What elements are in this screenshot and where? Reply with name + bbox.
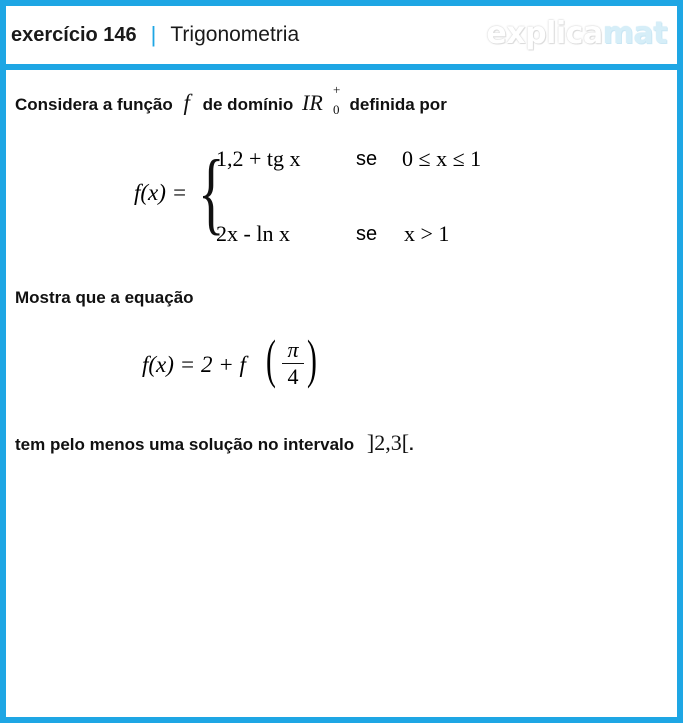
- statement-line: [15, 82, 447, 117]
- exercise-content: [6, 70, 677, 717]
- equation-fraction: [282, 338, 304, 389]
- exercise-number: exercício 146: [11, 23, 137, 46]
- task-line: Mostra que a equação: [15, 288, 194, 307]
- logo-part-mat: mat: [602, 16, 667, 51]
- statement-defined-by: definida por: [349, 95, 447, 114]
- domain-main: IR: [302, 90, 323, 115]
- piecewise-case-2-expression: 2x - ln x: [216, 221, 290, 246]
- piecewise-case-1-condition: 0 ≤ x ≤ 1: [402, 146, 482, 171]
- fraction-denominator: 4: [287, 364, 299, 389]
- piecewise-definition: [134, 141, 534, 254]
- equation-close-paren: ): [307, 329, 317, 389]
- equation-lhs: f(x) = 2 + f: [142, 352, 246, 377]
- piecewise-case-2-se: se: [356, 223, 378, 245]
- header-bar: [6, 6, 677, 70]
- domain-symbol: [302, 82, 341, 117]
- statement-domain-label: de domínio: [202, 95, 294, 114]
- conclusion-text: tem pelo menos uma solução no intervalo: [15, 435, 355, 454]
- fraction-numerator: π: [287, 337, 299, 362]
- conclusion-line: [15, 430, 414, 456]
- domain-superscript: +: [333, 82, 341, 97]
- topic-title: Trigonometria: [170, 23, 300, 46]
- piecewise-brace: {: [198, 141, 225, 243]
- logo-part-explica: explica: [486, 16, 603, 51]
- conclusion-period: .: [409, 435, 414, 454]
- piecewise-case-2-condition: x > 1: [404, 221, 450, 246]
- explicamat-logo: [486, 16, 667, 51]
- statement-intro: Considera a função: [15, 95, 173, 114]
- piecewise-lhs: f(x) =: [134, 180, 188, 205]
- header-separator: |: [150, 22, 157, 47]
- piecewise-case-1-se: se: [356, 148, 378, 170]
- equation-open-paren: (: [266, 329, 276, 389]
- domain-subscript: 0: [333, 102, 340, 117]
- piecewise-case-1-expression: 1,2 + tg x: [216, 146, 301, 171]
- target-equation: [142, 329, 362, 398]
- function-symbol: f: [183, 90, 190, 115]
- interval: ]2,3[: [366, 430, 410, 455]
